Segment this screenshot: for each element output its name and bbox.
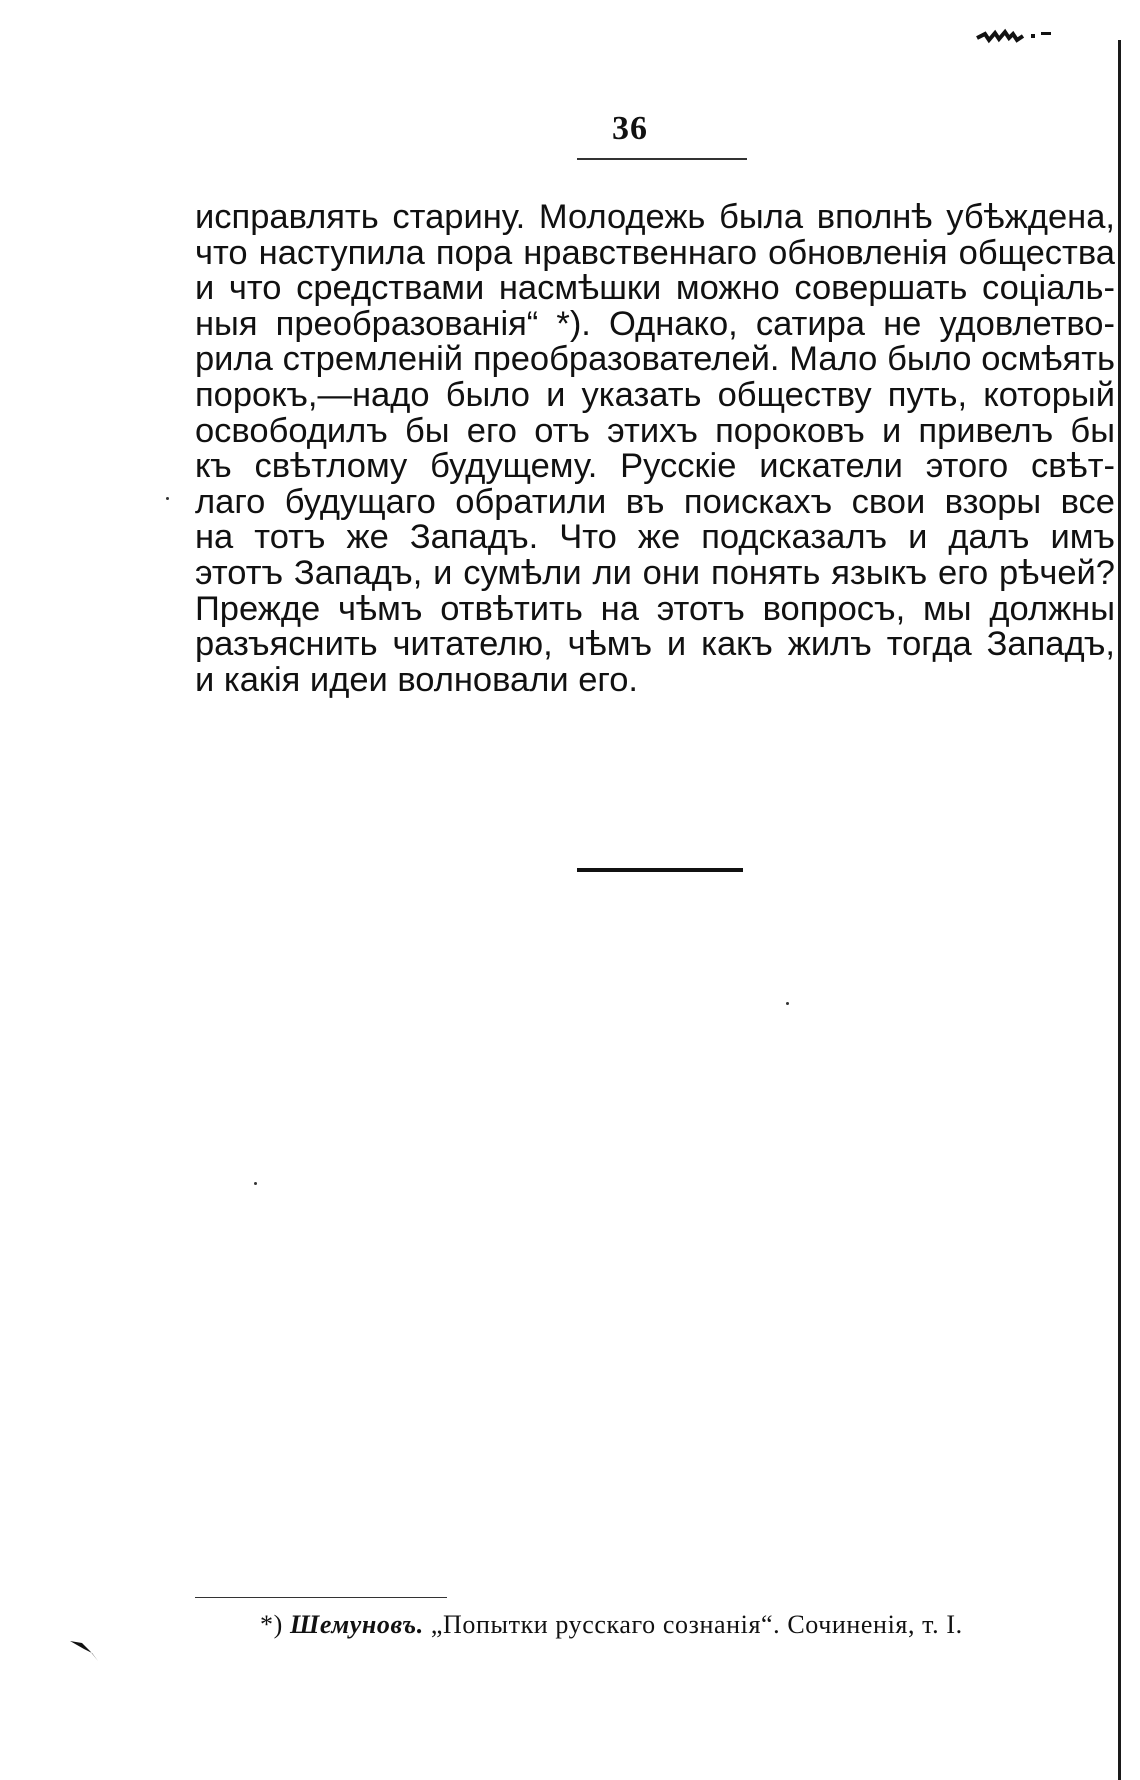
page-number-divider xyxy=(577,158,747,160)
scan-speck xyxy=(166,497,169,500)
scan-artifact-mark xyxy=(68,1635,108,1665)
body-line: освободилъ бы его отъ этихъ пороковъ и привелъ бы xyxy=(195,411,1115,450)
body-line: на тотъ же Западъ. Что же подсказалъ и далъ имъ xyxy=(195,518,1115,557)
body-line: и какія идеи волновали его. xyxy=(195,660,639,699)
body-line: и что средствами насмѣшки можно совершать соціаль- xyxy=(195,269,1115,308)
page-edge-border xyxy=(1118,40,1121,1780)
footnote xyxy=(260,1610,1120,1640)
body-line: Прежде чѣмъ отвѣтить на этотъ вопросъ, мы должны xyxy=(195,589,1115,628)
chapter-end-rule xyxy=(577,868,743,872)
footnote-author: Шемуновъ. xyxy=(289,1610,424,1639)
footnote-text: „Попытки русскаго сознанія“. Сочиненія, т. I. xyxy=(430,1610,963,1639)
scan-speck xyxy=(254,1182,257,1185)
body-line: ныя преобразованія“ *). Однако, сатира не удовлетво- xyxy=(195,304,1115,343)
footnote-divider xyxy=(195,1597,447,1598)
body-line: разъяснить читателю, чѣмъ и какъ жилъ тогда Западъ, xyxy=(195,625,1115,664)
scan-speck xyxy=(786,1002,789,1005)
body-line: что наступила пора нравственнаго обновленія общества xyxy=(195,233,1115,272)
page-number: 36 xyxy=(612,110,648,147)
body-line: къ свѣтлому будущему. Русскіе искатели этого свѣт- xyxy=(195,447,1115,486)
footnote-marker: *) xyxy=(260,1610,283,1639)
body-line: лаго будущаго обратили въ поискахъ свои взоры все xyxy=(195,482,1115,521)
body-line: порокъ,—надо было и указать обществу путь, который xyxy=(195,375,1115,414)
body-line: рила стремленій преобразователей. Мало было осмѣять xyxy=(195,340,1115,379)
scan-artifact-mark xyxy=(975,28,1065,48)
body-paragraph xyxy=(195,200,1115,698)
body-line: этотъ Западъ, и сумѣли ли они понять языкъ его рѣчей? xyxy=(195,553,1115,592)
body-line: исправлять старину. Молодежь была вполнѣ убѣждена, xyxy=(195,198,1115,236)
